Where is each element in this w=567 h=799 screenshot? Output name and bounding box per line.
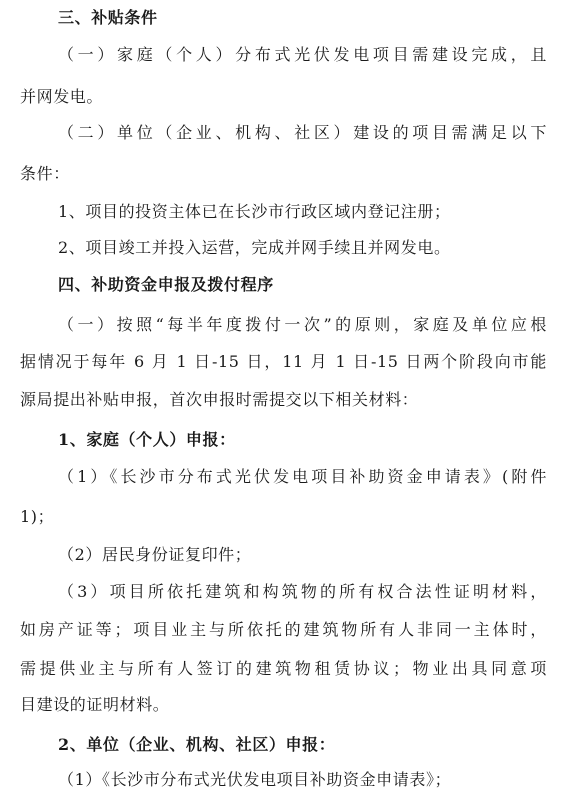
paragraph-line: （一）家庭（个人）分布式光伏发电项目需建设完成，且 — [58, 45, 547, 64]
paragraph-line: 条件： — [20, 164, 70, 183]
list-item: （1）《长沙市分布式光伏发电项目补助资金申请表》(附件 — [58, 467, 547, 486]
paragraph-line: （二）单位（企业、机构、社区）建设的项目需满足以下 — [58, 123, 547, 142]
paragraph-line: 目建设的证明材料。 — [20, 695, 170, 714]
paragraph-line: 并网发电。 — [20, 87, 104, 106]
paragraph-line: 1)； — [20, 507, 55, 526]
list-item: （3）项目所依托建筑和构筑物的所有权合法性证明材料， — [58, 582, 547, 601]
list-item: （2）居民身份证复印件； — [58, 545, 252, 564]
section-heading-4: 四、补助资金申报及拨付程序 — [58, 275, 274, 294]
paragraph-line: 需提供业主与所有人签订的建筑物租赁协议；物业出具同意项 — [20, 659, 547, 678]
paragraph-line: 源局提出补贴申报，首次申报时需提交以下相关材料： — [20, 390, 419, 409]
paragraph-line: 据情况于每年 6 月 1 日-15 日，11 月 1 日-15 日两个阶段向市能 — [20, 352, 547, 371]
section-heading-3: 三、补贴条件 — [58, 8, 158, 27]
paragraph-line: （一）按照“每半年度拨付一次”的原则，家庭及单位应根 — [58, 315, 547, 334]
list-item: （1）《长沙市分布式光伏发电项目补助资金申请表》； — [58, 770, 452, 789]
subsection-heading-1: 1、家庭（个人）申报： — [58, 430, 236, 449]
paragraph-line: 如房产证等；项目业主与所依托的建筑物所有人非同一主体时， — [20, 620, 547, 639]
list-item: 1、项目的投资主体已在长沙市行政区域内登记注册； — [58, 202, 451, 221]
subsection-heading-2: 2、单位（企业、机构、社区）申报： — [58, 735, 336, 754]
list-item: 2、项目竣工并投入运营，完成并网手续且并网发电。 — [58, 238, 451, 257]
